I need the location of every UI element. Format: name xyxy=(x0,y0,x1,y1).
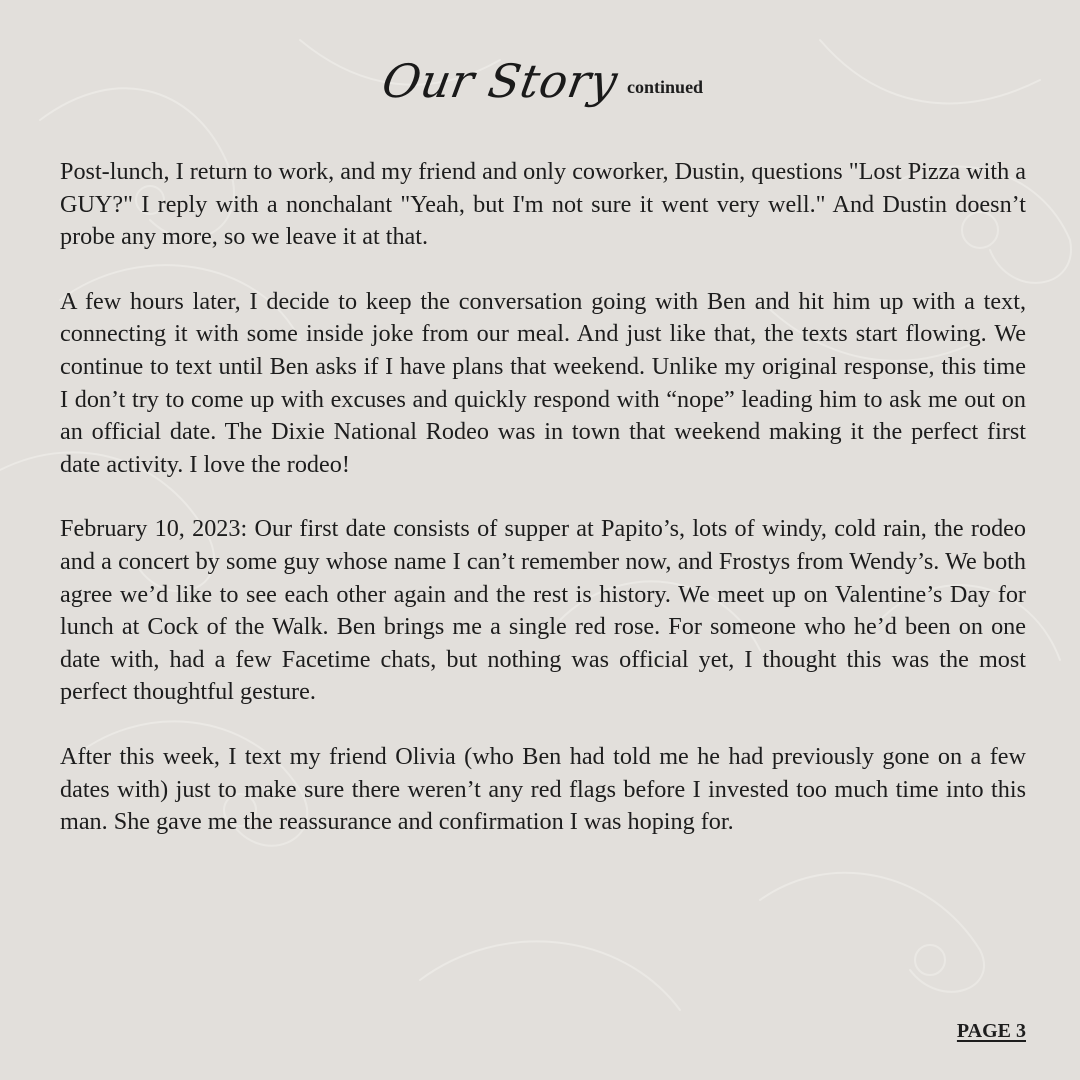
paragraph: February 10, 2023: Our first date consists of supper at Papito’s, lots of windy, cold rain, the rodeo and a concert by some guy whose name I can’t remember now, and Frostys from Wendy’s. We both agree we’d like to see each other again and the rest is history. We meet up on Valentine’s Day for lunch at Cock of the Walk. Ben brings me a single red rose. For someone who he’d been on one date with, had a few Facetime chats, but nothing was official yet, I thought this was the most perfect thoughtful gesture. xyxy=(60,515,1026,706)
page-title: Our Story xyxy=(378,54,622,108)
story-page xyxy=(60,0,1026,1080)
page-subtitle: continued xyxy=(627,77,704,97)
page-header xyxy=(60,54,1026,108)
story-body xyxy=(60,156,1026,871)
paragraph: Post-lunch, I return to work, and my friend and only coworker, Dustin, questions "Lost Pizza with a GUY?" I reply with a nonchalant "Yeah, but I'm not sure it went very well." And Dustin doesn’t probe any more, so we leave it at that. xyxy=(60,158,1026,251)
paragraph: A few hours later, I decide to keep the conversation going with Ben and hit him up with a text, connecting it with some inside joke from our meal. And just like that, the texts start flowing. We continue to text until Ben asks if I have plans that weekend. Unlike my original response, this time I don’t try to come up with excuses and quickly respond with “nope” leading him to ask me out on an official date. The Dixie National Rodeo was in town that weekend making it the perfect first date activity. I love the rodeo! xyxy=(60,287,1026,478)
page-number: PAGE 3 xyxy=(956,1020,1026,1042)
paragraph: After this week, I text my friend Olivia (who Ben had told me he had previously gone on a few dates with) just to make sure there weren’t any red flags before I invested too much time into this man. She gave me the reassurance and confirmation I was hoping for. xyxy=(60,742,1026,836)
